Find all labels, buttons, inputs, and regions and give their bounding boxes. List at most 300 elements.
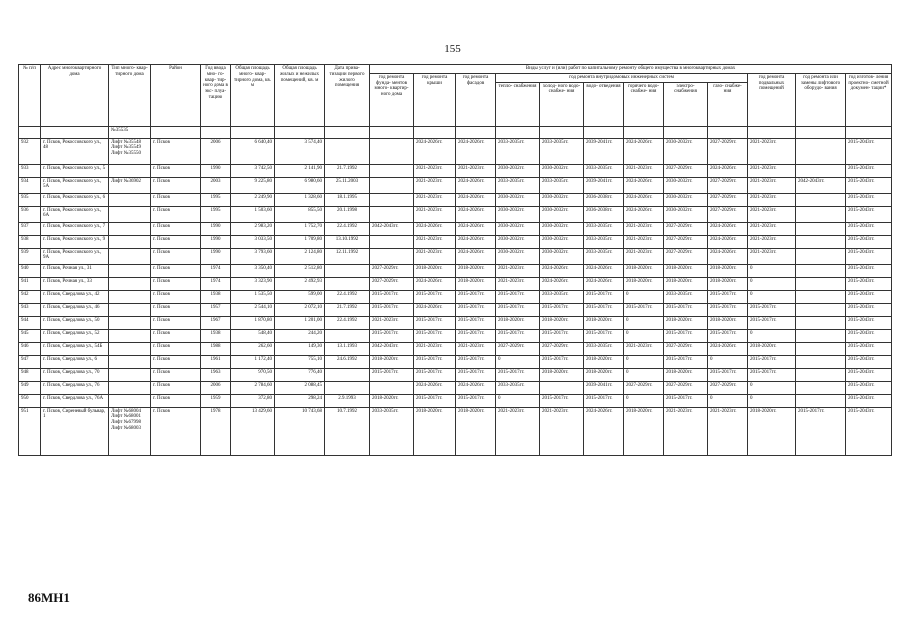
table-row — [19, 316, 892, 329]
cell-priv: 22.4.1992 — [325, 290, 370, 303]
cell-found — [370, 248, 414, 264]
cell-total: 2 249,90 — [231, 193, 275, 206]
cell-no: 933 — [19, 164, 41, 177]
cell-base: 2021-2023гг. — [748, 222, 796, 235]
cell-found: 2015-2017гг. — [370, 329, 414, 342]
cell-design: 2015-2043гг. — [846, 355, 892, 368]
cell-address: г. Псков, Свердлова ул., 6 — [41, 355, 109, 368]
cell-sewer: 2033-2035гг. — [584, 342, 624, 355]
cell-priv — [325, 264, 370, 277]
cell-elec: 2027-2029гг. — [664, 248, 708, 264]
header-lift: год ремонта или замены лифтового оборудо- вания — [796, 73, 846, 126]
cell-roof: 2024-2026гг. — [414, 381, 456, 394]
cell-living: 1 328,60 — [275, 193, 325, 206]
cell-roof: 2021-2023гг. — [414, 235, 456, 248]
cell-gas: 2027-2029гг. — [708, 193, 748, 206]
table-row — [19, 248, 892, 264]
cell-found — [370, 193, 414, 206]
cell-facade: 2015-2017гг. — [456, 368, 496, 381]
cell-gas: 2027-2029гг. — [708, 381, 748, 394]
cell-found: 2033-2035гг. — [370, 407, 414, 455]
cell-roof: 2021-2023гг. — [414, 248, 456, 264]
cell-base: 2015-2017гг. — [748, 368, 796, 381]
cell-total: 2 544,10 — [231, 303, 275, 316]
cell-cold: 2033-2035гг. — [540, 138, 584, 164]
cell-type — [109, 303, 151, 316]
cell-address: г. Псков, Рокоссовского ул., 9 — [41, 235, 109, 248]
header-year-built: Год ввода мно- го- квар- тир- ного дома в экс- плуа- тацию — [201, 65, 231, 127]
cell-roof: 2024-2026гг. — [414, 138, 456, 164]
cell-year: 1974 — [201, 264, 231, 277]
cell-found — [370, 235, 414, 248]
cell-hot: 2021-2023гг. — [624, 222, 664, 235]
cell-address: г. Псков, Рокоссовского ул., 48 — [41, 138, 109, 164]
cell-type — [109, 164, 151, 177]
cell-roof: 2021-2023гг. — [414, 193, 456, 206]
cell-priv: 13.1.1993 — [325, 342, 370, 355]
cell-gas: 2027-2029гг. — [708, 206, 748, 222]
cell-year: 1988 — [201, 342, 231, 355]
header-foundation: год ремонта фунда- ментов много- квартир- ного дома — [370, 73, 414, 126]
header-basement: год ремонта подвальных помещений — [748, 73, 796, 126]
cell-elec: 2018-2020гг. — [664, 264, 708, 277]
cell-hot: 0 — [624, 316, 664, 329]
cell-elec: 2015-2017гг. — [664, 394, 708, 407]
cell-design: 2015-2043гг. — [846, 407, 892, 455]
cell-living: 2 072,10 — [275, 303, 325, 316]
cell-design: 2015-2043гг. — [846, 248, 892, 264]
cell-design: 2015-2043гг. — [846, 342, 892, 355]
cell-hot: 2024-2026гг. — [624, 193, 664, 206]
cell-found: 2042-2043гг. — [370, 222, 414, 235]
cell-district: г. Псков — [151, 342, 201, 355]
table-row — [19, 290, 892, 303]
cell-type — [109, 355, 151, 368]
cell-year: 2003 — [201, 177, 231, 193]
cell-priv: 12.11.1992 — [325, 248, 370, 264]
cell-address: г. Псков, Свердлова ул., 46 — [41, 303, 109, 316]
cell-heat: 2033-2035гг. — [496, 138, 540, 164]
cell-hot: 2024-2026гг. — [624, 138, 664, 164]
cell-sewer: 2018-2020гг. — [584, 355, 624, 368]
cell-elec: 2015-2017гг. — [664, 355, 708, 368]
cell-district: г. Псков — [151, 316, 201, 329]
cell-design: 2015-2043гг. — [846, 222, 892, 235]
cell-address: г. Псков, Рокоссовского ул., 5А — [41, 177, 109, 193]
cell-gas: 2018-2020гг. — [708, 316, 748, 329]
cell-hot: 2021-2023гг. — [624, 342, 664, 355]
cell-base: 0 — [748, 290, 796, 303]
header-sewer: водо- отведения — [584, 82, 624, 126]
cell-gas: 2015-2017гг. — [708, 303, 748, 316]
cell-cold: 2015-2017гг. — [540, 329, 584, 342]
cell-total: 1 870,80 — [231, 316, 275, 329]
cell-type — [109, 342, 151, 355]
cell-living: 755,10 — [275, 355, 325, 368]
cell-facade: 2024-2026гг. — [456, 381, 496, 394]
cell-living: 298,24 — [275, 394, 325, 407]
cell-base: 0 — [748, 329, 796, 342]
cell-design: 2015-2043гг. — [846, 394, 892, 407]
cell-found: 2015-2017гг. — [370, 303, 414, 316]
cell-facade: 2024-2026гг. — [456, 248, 496, 264]
cell-base: 2015-2017гг. — [748, 303, 796, 316]
cell-elec: 2021-2023гг. — [664, 407, 708, 455]
cell-living: 2 124,80 — [275, 248, 325, 264]
cell-lift — [796, 329, 846, 342]
cell-year: 1990 — [201, 222, 231, 235]
cell-heat: 2021-2023гг. — [496, 407, 540, 455]
cell-total: 9 225,80 — [231, 177, 275, 193]
cell-priv: 22.4.1992 — [325, 222, 370, 235]
cell-elec: 2018-2020гг. — [664, 277, 708, 290]
table-row — [19, 177, 892, 193]
cell-heat: 0 — [496, 394, 540, 407]
cell-year: 1967 — [201, 316, 231, 329]
cell-gas: 2015-2017гг. — [708, 368, 748, 381]
cell-lift — [796, 193, 846, 206]
cell-design: 2015-2043гг. — [846, 164, 892, 177]
cell-roof: 2021-2023гг. — [414, 206, 456, 222]
cell-gas: 2018-2020гг. — [708, 277, 748, 290]
cell-hot: 2018-2020гг. — [624, 277, 664, 290]
cell-no: 949 — [19, 381, 41, 394]
header-hot-water: горячего водо- снабже- ния — [624, 82, 664, 126]
table-row — [19, 303, 892, 316]
cell-address: г. Псков, Свердлова ул., 52 — [41, 329, 109, 342]
cell-heat: 2015-2017гг. — [496, 290, 540, 303]
cell-no: 951 — [19, 407, 41, 455]
cell-year: 1938 — [201, 329, 231, 342]
cell-facade: 2015-2017гг. — [456, 394, 496, 407]
cell-type — [109, 264, 151, 277]
cell-elec: 2015-2017гг. — [664, 329, 708, 342]
cell-priv — [325, 277, 370, 290]
cell-gas: 2018-2020гг. — [708, 264, 748, 277]
cell-district: г. Псков — [151, 235, 201, 248]
cell-sewer: 2015-2017гг. — [584, 290, 624, 303]
cell-sewer: 2018-2020гг. — [584, 368, 624, 381]
table-row — [19, 193, 892, 206]
cell-elec: 2030-2032гг. — [664, 193, 708, 206]
cell-facade: 2018-2020гг. — [456, 407, 496, 455]
document-stamp: 86МН1 — [28, 590, 70, 605]
cell-sewer: 2033-2035гг. — [584, 222, 624, 235]
cell-heat: 2030-2032гг. — [496, 164, 540, 177]
cell-heat: 2021-2023гг. — [496, 277, 540, 290]
cell-gas: 2027-2029гг. — [708, 138, 748, 164]
header-total-area: Общая площадь много- квар- тирного дома, кв. м — [231, 65, 275, 127]
cell-district: г. Псков — [151, 138, 201, 164]
cell-district: г. Псков — [151, 164, 201, 177]
cell-design: 2015-2043гг. — [846, 193, 892, 206]
cell-facade: 2015-2017гг. — [456, 316, 496, 329]
cell-district: г. Псков — [151, 394, 201, 407]
cell-found — [370, 206, 414, 222]
cell-lift — [796, 316, 846, 329]
cell-base: 2021-2023гг. — [748, 206, 796, 222]
cell-no: 947 — [19, 355, 41, 368]
cell-lift: 2015-2017гг. — [796, 407, 846, 455]
cell-design: 2015-2043гг. — [846, 235, 892, 248]
cell-total: 2 784,60 — [231, 381, 275, 394]
cell-roof: 2021-2023гг. — [414, 342, 456, 355]
cell-roof: 2024-2026гг. — [414, 303, 456, 316]
cell-priv — [325, 381, 370, 394]
table-row — [19, 222, 892, 235]
cell-hot: 0 — [624, 355, 664, 368]
cell-cold: 2015-2017гг. — [540, 394, 584, 407]
cell-type — [109, 277, 151, 290]
cell-hot: 2021-2023гг. — [624, 164, 664, 177]
cell-year: 1938 — [201, 290, 231, 303]
cell-address: г. Псков, Свердлова ул., 70 — [41, 368, 109, 381]
cell-living: 10 743,68 — [275, 407, 325, 455]
cell-design: 2015-2043гг. — [846, 329, 892, 342]
cell-facade: 2021-2023гг. — [456, 342, 496, 355]
cell-roof: 2024-2026гг. — [414, 277, 456, 290]
cell-roof: 2015-2017гг. — [414, 368, 456, 381]
cell-sewer: 2024-2026гг. — [584, 264, 624, 277]
cell-elec: 2027-2029гг. — [664, 164, 708, 177]
cell-facade: 2024-2026гг. — [456, 206, 496, 222]
cell-address: г. Псков, Свердлова ул., 42 — [41, 290, 109, 303]
cell-address: г. Псков, Свердлова ул., 76 — [41, 381, 109, 394]
header-address: Адрес многоквартирного дома — [41, 65, 109, 127]
cell-priv — [325, 138, 370, 164]
cell-priv: 20.1.1998 — [325, 206, 370, 222]
cell-cold: 2024-2026гг. — [540, 264, 584, 277]
cell-total: 3 793,60 — [231, 248, 275, 264]
cell-base: 2018-2020гг. — [748, 407, 796, 455]
cell-roof: 2018-2020гг. — [414, 407, 456, 455]
cell-address: г. Псков, Рокоссовского ул., 7 — [41, 222, 109, 235]
cell-roof: 2024-2026гг. — [414, 222, 456, 235]
cell-sewer: 2015-2017гг. — [584, 303, 624, 316]
cell-address: г. Псков, Рочная ул., 31 — [41, 264, 109, 277]
cell-priv: 2.9.1993 — [325, 394, 370, 407]
cell-base: 0 — [748, 394, 796, 407]
cell-facade: 2024-2026гг. — [456, 177, 496, 193]
header-facade: год ремонта фасадов — [456, 73, 496, 126]
cell-elec: 2018-2020гг. — [664, 368, 708, 381]
cell-year: 1990 — [201, 248, 231, 264]
cell-year: 1995 — [201, 206, 231, 222]
cell-base: 2018-2020гг. — [748, 342, 796, 355]
cell-district: г. Псков — [151, 355, 201, 368]
cell-type: Лифт №36902 — [109, 177, 151, 193]
cell-roof: 2021-2023гг. — [414, 164, 456, 177]
cell-cold: 2015-2017гг. — [540, 303, 584, 316]
cell-facade: 2015-2017гг. — [456, 329, 496, 342]
cell-facade: 2015-2017гг. — [456, 290, 496, 303]
cell-district: г. Псков — [151, 206, 201, 222]
cell-roof: 2015-2017гг. — [414, 329, 456, 342]
cell-found — [370, 177, 414, 193]
cell-found — [370, 164, 414, 177]
cell-lift — [796, 394, 846, 407]
cell-hot: 2015-2017гг. — [624, 303, 664, 316]
cell-facade: 2024-2026гг. — [456, 138, 496, 164]
cell-elec: 2027-2029гг. — [664, 235, 708, 248]
cell-type — [109, 329, 151, 342]
cell-year: 1963 — [201, 368, 231, 381]
cell-base: 2015-2017гг. — [748, 316, 796, 329]
cell-gas: 2015-2017гг. — [708, 329, 748, 342]
cell-district: г. Псков — [151, 290, 201, 303]
cell-design: 2015-2043гг. — [846, 138, 892, 164]
cell-design: 2015-2043гг. — [846, 303, 892, 316]
cell-cold: 2015-2017гг. — [540, 355, 584, 368]
cell-found — [370, 138, 414, 164]
cell-heat: 2021-2023гг. — [496, 264, 540, 277]
cell-living: 776,40 — [275, 368, 325, 381]
cell-no: 945 — [19, 329, 41, 342]
cell-total: 6 640,40 — [231, 138, 275, 164]
cell-total: 1 535,50 — [231, 290, 275, 303]
cell-design: 2015-2043гг. — [846, 381, 892, 394]
cell-sewer: 2033-2035гг. — [584, 164, 624, 177]
cell-facade: 2024-2026гг. — [456, 235, 496, 248]
cell-hot: 0 — [624, 368, 664, 381]
header-house-type: Тип много- квар- тирного дома — [109, 65, 151, 127]
table-row-fragment — [19, 126, 892, 138]
cell-heat: 2030-2032гг. — [496, 206, 540, 222]
cell-hot: 2024-2026гг. — [624, 206, 664, 222]
cell-type: Лифт №35548 Лифт №35549 Лифт №35550 — [109, 138, 151, 164]
cell-elec: 2030-2032гг. — [664, 206, 708, 222]
cell-gas: 0 — [708, 355, 748, 368]
cell-total: 3 033,50 — [231, 235, 275, 248]
cell-lift — [796, 342, 846, 355]
cell-district: г. Псков — [151, 368, 201, 381]
cell-base: 2021-2023гг. — [748, 248, 796, 264]
cell-living: 2 088,45 — [275, 381, 325, 394]
cell-found: 2018-2020гг. — [370, 355, 414, 368]
cell-district: г. Псков — [151, 264, 201, 277]
cell-lift — [796, 277, 846, 290]
table-row — [19, 381, 892, 394]
cell-total: 3 350,40 — [231, 264, 275, 277]
cell-roof: 2015-2017гг. — [414, 316, 456, 329]
cell-district: г. Псков — [151, 329, 201, 342]
cell-roof: 2015-2017гг. — [414, 355, 456, 368]
cell-living: 2 512,80 — [275, 264, 325, 277]
cell-priv — [325, 368, 370, 381]
cell-heat: 0 — [496, 355, 540, 368]
cell-type — [109, 290, 151, 303]
cell-total: 2 983,20 — [231, 222, 275, 235]
cell-living: 855,50 — [275, 206, 325, 222]
cell-year: 1990 — [201, 235, 231, 248]
cell-priv: 21.7.1992 — [325, 164, 370, 177]
cell-district: г. Псков — [151, 193, 201, 206]
cell-cold: 2030-2032гг. — [540, 206, 584, 222]
cell-address: г. Псков, Рокоссовского ул., 6А — [41, 206, 109, 222]
cell-year: 1978 — [201, 407, 231, 455]
cell-priv: 18.1.1995 — [325, 193, 370, 206]
cell-sewer: 2033-2035гг. — [584, 248, 624, 264]
cell-type — [109, 368, 151, 381]
cell-district: г. Псков — [151, 222, 201, 235]
cell-district: г. Псков — [151, 277, 201, 290]
cell-total: 372,80 — [231, 394, 275, 407]
cell-living: 2 492,93 — [275, 277, 325, 290]
table-row — [19, 138, 892, 164]
cell-lift — [796, 222, 846, 235]
cell-type — [109, 193, 151, 206]
cell-total: 1 503,60 — [231, 206, 275, 222]
cell-sewer: 2036-2038гг. — [584, 206, 624, 222]
cell-no: 944 — [19, 316, 41, 329]
cell-address: г. Псков, Свердлова ул., 50 — [41, 316, 109, 329]
table-row — [19, 368, 892, 381]
cell-roof: 2015-2017гг. — [414, 290, 456, 303]
cell-elec: 2033-2035гг. — [664, 290, 708, 303]
repair-schedule-table — [18, 64, 892, 456]
cell-district: г. Псков — [151, 381, 201, 394]
cell-no: 937 — [19, 222, 41, 235]
cell-design: 2015-2043гг. — [846, 177, 892, 193]
cell-found: 2015-2017гг. — [370, 368, 414, 381]
cell-no: 948 — [19, 368, 41, 381]
cell-address: г. Псков, Рокоссовского ул., 5 — [41, 164, 109, 177]
cell-cold: 2021-2023гг. — [540, 407, 584, 455]
cell-elec: 2027-2029гг. — [664, 222, 708, 235]
cell-year: 2006 — [201, 381, 231, 394]
table-row — [19, 407, 892, 455]
cell-total: 1 172,40 — [231, 355, 275, 368]
cell-cold: 2033-2035гг. — [540, 290, 584, 303]
header-cold-water: холод- ного водо- снабже- ния — [540, 82, 584, 126]
cell-lift — [796, 235, 846, 248]
cell-design: 2015-2043гг. — [846, 206, 892, 222]
cell-facade: 2015-2017гг. — [456, 355, 496, 368]
cell-lift — [796, 164, 846, 177]
cell-type — [109, 394, 151, 407]
cell-district: г. Псков — [151, 248, 201, 264]
table-row — [19, 394, 892, 407]
cell-year: 2006 — [201, 138, 231, 164]
cell-facade: 2024-2026гг. — [456, 193, 496, 206]
cell-type — [109, 235, 151, 248]
cell-hot: 0 — [624, 290, 664, 303]
cell-gas: 2024-2026гг. — [708, 342, 748, 355]
cell-priv — [325, 329, 370, 342]
cell-heat: 2030-2032гг. — [496, 193, 540, 206]
cell-priv: 10.7.1992 — [325, 407, 370, 455]
cell-year: 1995 — [201, 193, 231, 206]
cell-roof: 2018-2020гг. — [414, 264, 456, 277]
cell-year: 1974 — [201, 277, 231, 290]
cell-gas: 2024-2026гг. — [708, 164, 748, 177]
cell-year: 1990 — [201, 164, 231, 177]
cell-sewer: 2036-2038гг. — [584, 193, 624, 206]
table-row — [19, 164, 892, 177]
cell-no: 943 — [19, 303, 41, 316]
cell-priv: 22.4.1992 — [325, 316, 370, 329]
cell-hot: 2027-2029гг. — [624, 381, 664, 394]
cell-no: 938 — [19, 235, 41, 248]
cell-no: 942 — [19, 290, 41, 303]
cell-elec: 2027-2029гг. — [664, 342, 708, 355]
cell-no: 935 — [19, 193, 41, 206]
header-engineering-group: год ремонта внутридомовых инженерных систем — [496, 73, 748, 82]
cell-elec: 2018-2020гг. — [664, 316, 708, 329]
cell-lift — [796, 303, 846, 316]
lift-number: №35535 — [109, 126, 151, 138]
cell-lift — [796, 355, 846, 368]
